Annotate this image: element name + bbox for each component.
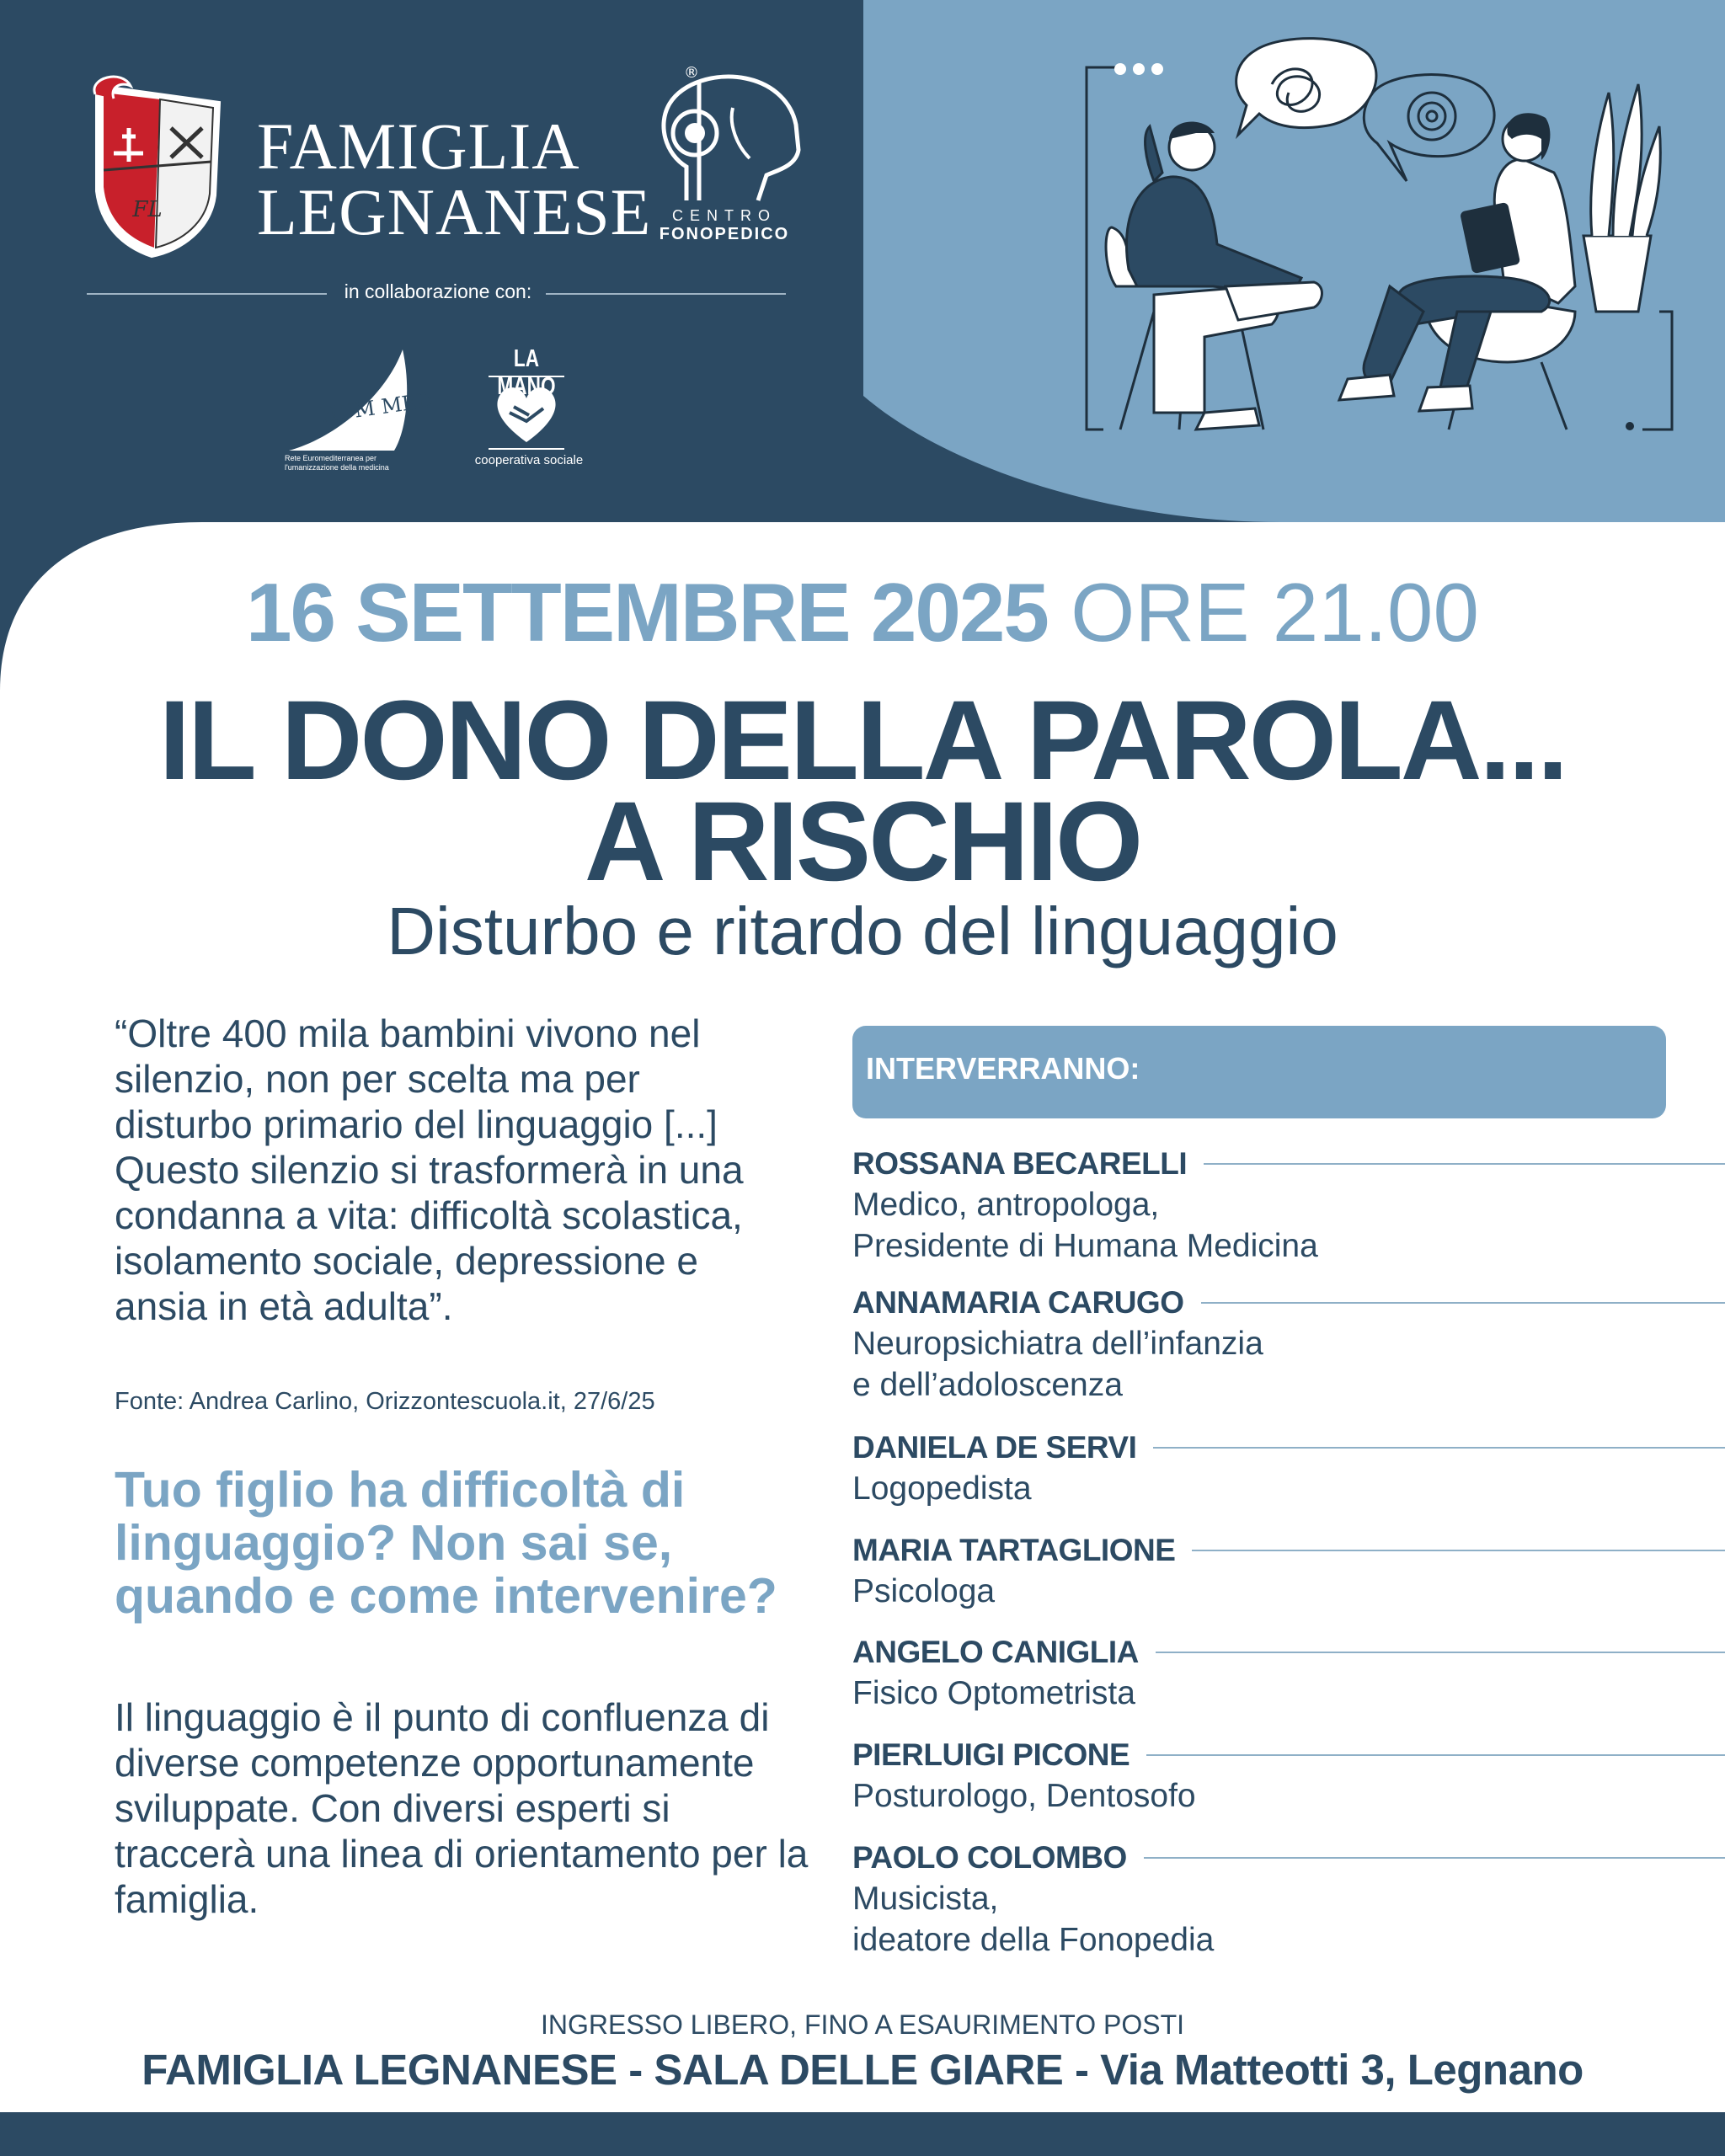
humed-logo: [285, 345, 435, 455]
la-mano-subtitle: cooperativa sociale: [474, 453, 584, 467]
speaker-name: ROSSANA BECARELLI: [852, 1146, 1188, 1181]
speaker-item: [852, 1530, 1725, 1612]
famiglia-legnanese-wordmark: [257, 109, 652, 248]
consultation-illustration: [1070, 34, 1685, 446]
speaker-role: Medico, antropologa,: [852, 1187, 1160, 1223]
speaker-rule: [1192, 1550, 1725, 1551]
speaker-item: [852, 1428, 1725, 1509]
collab-label: in collaborazione con:: [344, 280, 532, 302]
speaker-rule: [1153, 1447, 1725, 1449]
speaker-item: [852, 1283, 1725, 1406]
venue-address: FAMIGLIA LEGNANESE - SALA DELLE GIARE - Via Matteotti 3, Legnano: [142, 2046, 1583, 2094]
centro-fonopedico-logo: [649, 66, 809, 209]
fono-line2: FONOPEDICO: [659, 225, 790, 243]
speakers-header-label: INTERVERRANNO:: [866, 1051, 1140, 1086]
entry-note: INGRESSO LIBERO, FINO A ESAURIMENTO POSTI: [540, 2009, 1184, 2040]
event-title-line1: IL DONO DELLA PAROLA...: [158, 678, 1567, 803]
speaker-role: Neuropsichiatra dell’infanzia: [852, 1326, 1263, 1362]
org-name-line1: FAMIGLIA: [257, 109, 580, 183]
speaker-item: [852, 1632, 1725, 1714]
la-mano-heart-hands-icon: [489, 375, 564, 451]
org-name-line2: LEGNANESE: [257, 175, 652, 248]
famiglia-legnanese-crest-logo: [88, 69, 227, 263]
event-date-time: [0, 566, 1725, 659]
humed-subtitle: Rete Euromediterranea per l'umanizzazione della medicina: [285, 454, 389, 472]
speaker-rule: [1201, 1302, 1725, 1304]
registered-mark: ®: [684, 64, 699, 82]
speaker-name: MARIA TARTAGLIONE: [852, 1533, 1176, 1567]
bottom-band: [0, 2112, 1725, 2156]
speaker-rule: [1204, 1163, 1725, 1165]
description-text: Il linguaggio è il punto di confluenza di diverse competenze opportunamente sviluppate. Con diversi esperti si traccerà una linea di orientamento per la famiglia.: [115, 1695, 809, 1921]
speaker-role: ideatore della Fonopedia: [852, 1922, 1215, 1958]
speaker-item: [852, 1144, 1725, 1267]
question-heading: Tuo figlio ha difficoltà di linguaggio? Non sai se, quando e come intervenire?: [115, 1462, 777, 1624]
collab-divider-right: [546, 293, 786, 295]
speaker-role: Presidente di Humana Medicina: [852, 1228, 1318, 1264]
speaker-name: ANGELO CANIGLIA: [852, 1635, 1139, 1669]
speaker-rule: [1144, 1857, 1725, 1859]
speaker-role: Psicologa: [852, 1573, 996, 1609]
event-time: ORE 21.00: [1071, 566, 1479, 659]
humed-logo-text: HUM MED: [318, 387, 435, 428]
speaker-name: PAOLO COLOMBO: [852, 1840, 1127, 1875]
crest-initials: FL: [132, 197, 163, 222]
speaker-item: [852, 1838, 1725, 1961]
speaker-name: PIERLUIGI PICONE: [852, 1737, 1130, 1772]
speaker-role: Posturologo, Dentosofo: [852, 1778, 1196, 1814]
speaker-name: DANIELA DE SERVI: [852, 1430, 1137, 1465]
speaker-role: e dell’adoloscenza: [852, 1367, 1123, 1403]
speaker-rule: [1156, 1652, 1725, 1653]
quote-source: Fonte: Andrea Carlino, Orizzontescuola.it, 27/6/25: [115, 1388, 655, 1415]
fono-line1: CENTRO: [672, 207, 777, 224]
speaker-role: Musicista,: [852, 1881, 999, 1917]
event-date: 16 SETTEMBRE 2025: [246, 566, 1048, 659]
centro-fonopedico-label: [640, 207, 809, 244]
collab-divider-left: [87, 293, 327, 295]
event-subtitle: Disturbo e ritardo del linguaggio: [387, 894, 1338, 969]
speaker-item: [852, 1735, 1725, 1817]
speaker-name: ANNAMARIA CARUGO: [852, 1285, 1184, 1320]
la-mano-title: LA MANO: [497, 345, 556, 400]
quote-text: “Oltre 400 mila bambini vivono nel silenzio, non per scelta ma per disturbo primario del linguaggio [...] Questo silenzio si trasformerà in una condanna a vita: difficoltà scolastica, isolamento sociale, depressione e ansia in età adulta”.: [115, 1011, 744, 1328]
event-title-line2: A RISCHIO: [584, 779, 1141, 905]
speaker-role: Logopedista: [852, 1470, 1032, 1507]
speaker-rule: [1146, 1754, 1725, 1756]
speaker-role: Fisico Optometrista: [852, 1675, 1135, 1711]
